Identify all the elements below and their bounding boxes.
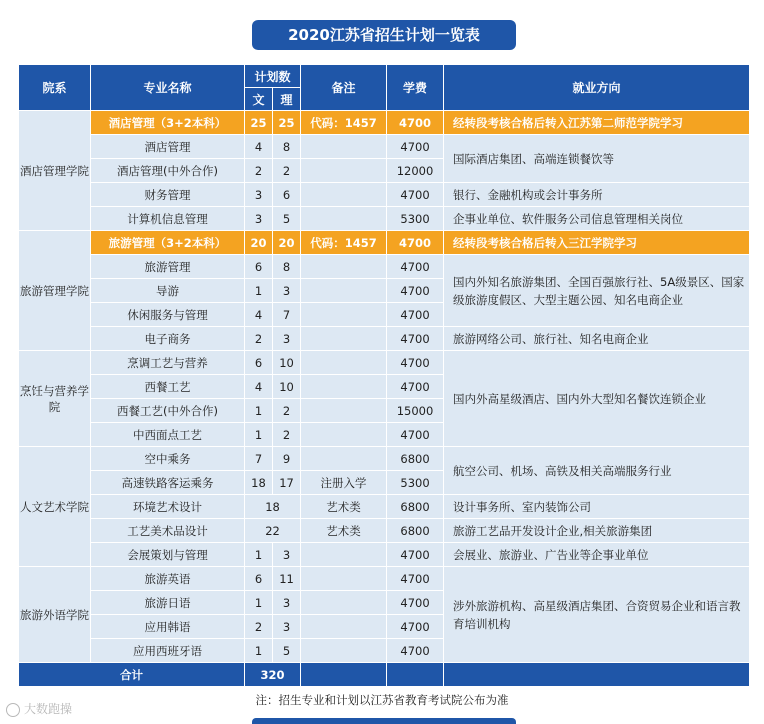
table-row [19, 231, 750, 255]
arts-cell: 4 [245, 375, 273, 399]
science-cell: 3 [273, 279, 301, 303]
arts-cell: 25 [245, 111, 273, 135]
total-value: 320 [245, 663, 301, 687]
table-row [19, 543, 750, 567]
watermark [6, 700, 72, 717]
science-cell: 10 [273, 375, 301, 399]
major-cell: 旅游管理 [91, 255, 245, 279]
career-cell: 企事业单位、软件服务公司信息管理相关岗位 [444, 207, 750, 231]
college-cell: 烹饪与营养学院 [19, 351, 91, 447]
science-cell: 2 [273, 399, 301, 423]
fee-cell: 5300 [387, 471, 444, 495]
science-cell: 8 [273, 255, 301, 279]
fee-cell: 6800 [387, 519, 444, 543]
page-title: 2020江苏省招生计划一览表 [252, 20, 516, 50]
total-filler [301, 663, 387, 687]
remark-cell [301, 255, 387, 279]
science-cell: 11 [273, 567, 301, 591]
fee-cell: 4700 [387, 303, 444, 327]
total-row [19, 663, 750, 687]
fee-cell: 6800 [387, 495, 444, 519]
remark-cell [301, 567, 387, 591]
fee-cell: 4700 [387, 111, 444, 135]
remark-cell [301, 135, 387, 159]
science-cell: 2 [273, 423, 301, 447]
arts-cell: 6 [245, 351, 273, 375]
fee-cell: 4700 [387, 231, 444, 255]
enrollment-plan-table [18, 64, 750, 687]
table-row [19, 111, 750, 135]
science-cell: 2 [273, 159, 301, 183]
total-filler [444, 663, 750, 687]
table-row [19, 495, 750, 519]
science-cell: 5 [273, 207, 301, 231]
table-row [19, 207, 750, 231]
major-cell: 旅游管理（3+2本科） [91, 231, 245, 255]
fee-cell: 5300 [387, 207, 444, 231]
science-cell: 17 [273, 471, 301, 495]
remark-cell [301, 207, 387, 231]
career-cell: 经转段考核合格后转入江苏第二师范学院学习 [444, 111, 750, 135]
combined-plan-cell: 22 [245, 519, 301, 543]
arts-cell: 20 [245, 231, 273, 255]
remark-cell [301, 351, 387, 375]
career-cell: 国内外知名旅游集团、全国百强旅行社、5A级景区、国家级旅游度假区、大型主题公园、知名电商企业 [444, 255, 750, 327]
arts-cell: 1 [245, 399, 273, 423]
watermark-logo-icon [6, 703, 20, 717]
remark-cell: 代码：1457 [301, 231, 387, 255]
arts-cell: 1 [245, 543, 273, 567]
fee-cell: 4700 [387, 423, 444, 447]
fee-cell: 12000 [387, 159, 444, 183]
science-cell: 25 [273, 111, 301, 135]
total-label: 合计 [19, 663, 245, 687]
fee-cell: 4700 [387, 351, 444, 375]
table-row [19, 255, 750, 279]
fee-cell: 4700 [387, 615, 444, 639]
arts-cell: 1 [245, 639, 273, 663]
remark-cell: 代码：1457 [301, 111, 387, 135]
science-cell: 6 [273, 183, 301, 207]
career-cell: 旅游工艺品开发设计企业,相关旅游集团 [444, 519, 750, 543]
science-cell: 20 [273, 231, 301, 255]
arts-cell: 1 [245, 279, 273, 303]
header-major: 专业名称 [91, 65, 245, 111]
arts-cell: 6 [245, 567, 273, 591]
career-cell: 航空公司、机场、高铁及相关高端服务行业 [444, 447, 750, 495]
major-cell: 工艺美术品设计 [91, 519, 245, 543]
major-cell: 西餐工艺(中外合作) [91, 399, 245, 423]
fee-cell: 4700 [387, 135, 444, 159]
major-cell: 旅游英语 [91, 567, 245, 591]
arts-cell: 7 [245, 447, 273, 471]
major-cell: 会展策划与管理 [91, 543, 245, 567]
major-cell: 休闲服务与管理 [91, 303, 245, 327]
career-cell: 设计事务所、室内装饰公司 [444, 495, 750, 519]
science-cell: 10 [273, 351, 301, 375]
remark-cell [301, 543, 387, 567]
arts-cell: 3 [245, 207, 273, 231]
table-row [19, 567, 750, 591]
fee-cell: 4700 [387, 183, 444, 207]
arts-cell: 4 [245, 135, 273, 159]
major-cell: 旅游日语 [91, 591, 245, 615]
remark-cell [301, 447, 387, 471]
table-row [19, 519, 750, 543]
remark-cell [301, 279, 387, 303]
fee-cell: 6800 [387, 447, 444, 471]
header-college: 院系 [19, 65, 91, 111]
remark-cell [301, 375, 387, 399]
table-row [19, 183, 750, 207]
fee-cell: 4700 [387, 375, 444, 399]
career-cell: 银行、金融机构或会计事务所 [444, 183, 750, 207]
remark-cell [301, 423, 387, 447]
fee-cell: 4700 [387, 543, 444, 567]
major-cell: 酒店管理(中外合作) [91, 159, 245, 183]
header-fee: 学费 [387, 65, 444, 111]
remark-cell [301, 591, 387, 615]
header-plan: 计划数 [245, 65, 301, 88]
remark-cell: 艺术类 [301, 519, 387, 543]
science-cell: 3 [273, 327, 301, 351]
table-row [19, 135, 750, 159]
table-row [19, 447, 750, 471]
major-cell: 烹调工艺与营养 [91, 351, 245, 375]
arts-cell: 3 [245, 183, 273, 207]
arts-cell: 2 [245, 615, 273, 639]
header-career: 就业方向 [444, 65, 750, 111]
career-cell: 国际酒店集团、高端连锁餐饮等 [444, 135, 750, 183]
career-cell: 旅游网络公司、旅行社、知名电商企业 [444, 327, 750, 351]
major-cell: 计算机信息管理 [91, 207, 245, 231]
header-arts: 文 [245, 88, 273, 111]
science-cell: 5 [273, 639, 301, 663]
remark-cell [301, 399, 387, 423]
science-cell: 3 [273, 591, 301, 615]
major-cell: 环境艺术设计 [91, 495, 245, 519]
fee-cell: 15000 [387, 399, 444, 423]
science-cell: 3 [273, 543, 301, 567]
major-cell: 酒店管理（3+2本科） [91, 111, 245, 135]
fee-cell: 4700 [387, 255, 444, 279]
science-cell: 8 [273, 135, 301, 159]
major-cell: 高速铁路客运乘务 [91, 471, 245, 495]
fee-cell: 4700 [387, 567, 444, 591]
arts-cell: 18 [245, 471, 273, 495]
combined-plan-cell: 18 [245, 495, 301, 519]
arts-cell: 1 [245, 423, 273, 447]
remark-cell [301, 639, 387, 663]
header-remark: 备注 [301, 65, 387, 111]
arts-cell: 2 [245, 159, 273, 183]
watermark-text: 大数跑操 [24, 702, 73, 716]
fee-cell: 4700 [387, 279, 444, 303]
science-cell: 7 [273, 303, 301, 327]
remark-cell: 艺术类 [301, 495, 387, 519]
career-cell: 国内外高星级酒店、国内外大型知名餐饮连锁企业 [444, 351, 750, 447]
major-cell: 空中乘务 [91, 447, 245, 471]
remark-cell: 注册入学 [301, 471, 387, 495]
remark-cell [301, 327, 387, 351]
major-cell: 应用韩语 [91, 615, 245, 639]
fee-cell: 4700 [387, 591, 444, 615]
footnote: 注：招生专业和计划以江苏省教育考试院公布为准 [255, 693, 509, 707]
remark-cell [301, 183, 387, 207]
college-cell: 酒店管理学院 [19, 111, 91, 231]
arts-cell: 4 [245, 303, 273, 327]
arts-cell: 2 [245, 327, 273, 351]
header-science: 理 [273, 88, 301, 111]
fee-cell: 4700 [387, 639, 444, 663]
career-cell: 会展业、旅游业、广告业等企事业单位 [444, 543, 750, 567]
arts-cell: 6 [245, 255, 273, 279]
total-filler [387, 663, 444, 687]
major-cell: 财务管理 [91, 183, 245, 207]
remark-cell [301, 159, 387, 183]
major-cell: 应用西班牙语 [91, 639, 245, 663]
major-cell: 中西面点工艺 [91, 423, 245, 447]
remark-cell [301, 615, 387, 639]
major-cell: 酒店管理 [91, 135, 245, 159]
table-row [19, 327, 750, 351]
bottom-decoration-bar [252, 718, 516, 724]
science-cell: 9 [273, 447, 301, 471]
arts-cell: 1 [245, 591, 273, 615]
major-cell: 西餐工艺 [91, 375, 245, 399]
table-header-row [19, 65, 750, 88]
college-cell: 旅游管理学院 [19, 231, 91, 351]
college-cell: 旅游外语学院 [19, 567, 91, 663]
college-cell: 人文艺术学院 [19, 447, 91, 567]
fee-cell: 4700 [387, 327, 444, 351]
science-cell: 3 [273, 615, 301, 639]
major-cell: 导游 [91, 279, 245, 303]
major-cell: 电子商务 [91, 327, 245, 351]
career-cell: 经转段考核合格后转入三江学院学习 [444, 231, 750, 255]
remark-cell [301, 303, 387, 327]
career-cell: 涉外旅游机构、高星级酒店集团、合资贸易企业和语言教育培训机构 [444, 567, 750, 663]
table-row [19, 351, 750, 375]
